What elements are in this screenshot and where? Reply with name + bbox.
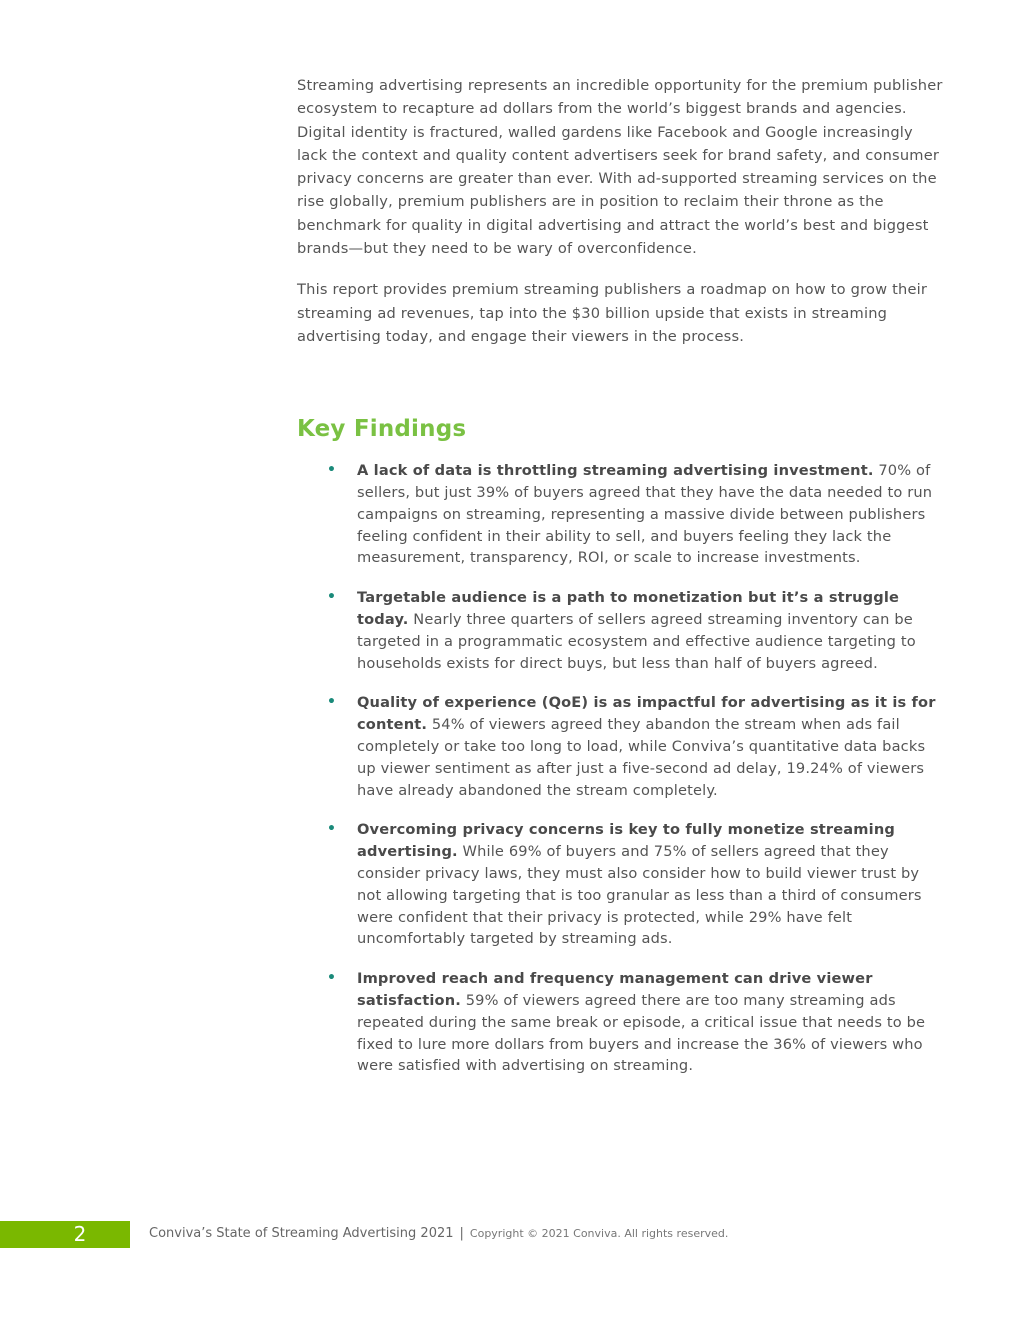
finding-body: 59% of viewers agreed there are too many streaming ads repeated during the same break or episode, a critical issue that needs to be fixed to lure more dollars from buyers and increase the 36% of viewers who were satisfied with advertising on streaming. bbox=[357, 992, 926, 1075]
bullet-icon: • bbox=[327, 589, 337, 606]
finding-lead: Targetable audience is a path to monetization but it’s a struggle today. bbox=[357, 589, 900, 629]
footer-copyright: Copyright © 2021 Conviva. All rights reserved. bbox=[469, 1227, 729, 1240]
finding-item-1 bbox=[297, 460, 947, 569]
finding-item-5 bbox=[297, 968, 947, 1077]
footer-report-title: Conviva’s State of Streaming Advertising 2021 bbox=[149, 1226, 454, 1241]
intro-paragraph-1: Streaming advertising represents an incredible opportunity for the premium publisher ecosystem to recapture ad dollars from the world’s biggest brands and agencies. Digital identity is fractured, walled gardens like Facebook and Google increasingly lack the context and quality content advertisers seek for brand safety, and consumer privacy concerns are greater than ever. With ad-supported streaming services on the rise globally, premium publishers are in position to reclaim their throne as the benchmark for quality in digital advertising and attract the world’s best and biggest brands—but they need to be wary of overconfidence. bbox=[297, 77, 943, 258]
footer-text bbox=[149, 1225, 728, 1243]
finding-body: 54% of viewers agreed they abandon the stream when ads fail completely or take too long to load, while Conviva’s quantitative data backs up viewer sentiment as after just a five-second ad delay, 19.24% of viewers have already abandoned the stream completely. bbox=[357, 716, 926, 799]
main-content bbox=[297, 74, 947, 1077]
finding-lead: Quality of experience (QoE) is as impactful for advertising as it is for content. bbox=[357, 694, 936, 734]
finding-lead: Overcoming privacy concerns is key to fully monetize streaming advertising. bbox=[357, 821, 895, 861]
intro-paragraph-2: This report provides premium streaming publishers a roadmap on how to grow their streaming ad revenues, tap into the $30 billion upside that exists in streaming advertising today, and engage their viewers in the process. bbox=[297, 281, 928, 345]
bullet-icon: • bbox=[327, 970, 337, 987]
intro-section bbox=[297, 74, 947, 348]
finding-lead: A lack of data is throttling streaming advertising investment. bbox=[357, 462, 874, 480]
bullet-icon: • bbox=[327, 462, 337, 479]
finding-item-4 bbox=[297, 819, 947, 950]
page-number: 2 bbox=[0, 1221, 130, 1248]
page-footer bbox=[0, 1221, 1020, 1248]
bullet-icon: • bbox=[327, 694, 337, 711]
finding-body: 70% of sellers, but just 39% of buyers agreed that they have the data needed to run campaigns on streaming, representing a massive divide between publishers feeling confident in their ability to sell, and buyers feeling they lack the measurement, transparency, ROI, or scale to increase investments. bbox=[357, 462, 933, 567]
footer-separator: | bbox=[459, 1226, 464, 1241]
key-findings-list bbox=[297, 460, 947, 1077]
finding-body: While 69% of buyers and 75% of sellers agreed that they consider privacy laws, they must also consider how to build viewer trust by not allowing targeting that is too granular as less than a third of consumers were confident that their privacy is protected, while 29% have felt uncomfortably targeted by streaming ads. bbox=[357, 843, 922, 948]
bullet-icon: • bbox=[327, 821, 337, 838]
finding-item-3 bbox=[297, 692, 947, 801]
key-findings-heading: Key Findings bbox=[297, 416, 467, 443]
finding-lead: Improved reach and frequency management can drive viewer satisfaction. bbox=[357, 970, 873, 1009]
finding-item-2 bbox=[297, 587, 947, 674]
finding-body: Nearly three quarters of sellers agreed streaming inventory can be targeted in a programmatic ecosystem and effective audience targeting to households exists for direct buys, but less than half of buyers agreed. bbox=[357, 611, 916, 672]
